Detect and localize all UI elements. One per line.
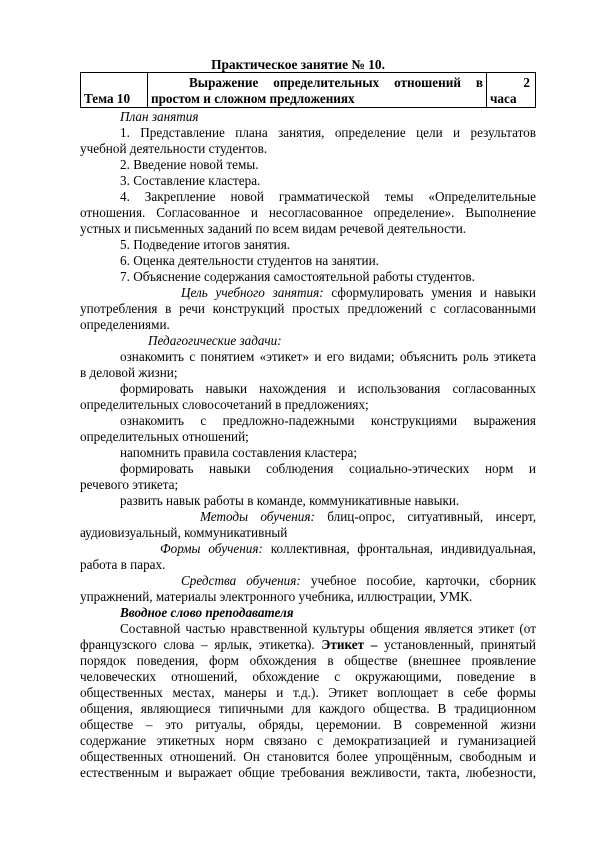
task-5a: формировать навыки соблюдения социально-этических норм и: [120, 461, 536, 476]
intro-line-6: общения, являющиеся типичными для каждого общества. В традиционном: [80, 701, 536, 716]
plan-item-6: 6. Оценка деятельности студентов на занятии.: [120, 253, 379, 268]
intro-line-5: общественных местах, манеры и т.д.). Этикет воплощает в себе формы: [80, 685, 536, 700]
intro-line-4: человеческих отношений, обхождение с окружающими, поведение в: [80, 669, 536, 684]
plan-item-4c: устных и письменных заданий по всем видам речевой деятельности.: [80, 221, 467, 236]
hours-number: 2: [523, 75, 530, 90]
topic-table: [80, 72, 536, 108]
hours-unit: часа: [490, 91, 517, 106]
goal-label: Цель учебного занятия:: [181, 285, 324, 300]
task-5b: речевого этикета;: [80, 477, 179, 492]
intro-line-2-rest: установленный, принятый: [377, 637, 536, 652]
means-text-b: упражнений, материалы электронного учебника, иллюстрации, УМК.: [80, 589, 473, 604]
intro-line-1: Составной частью нравственной культуры общения является этикет (от: [120, 621, 536, 636]
task-3a: ознакомить с предложно-падежными конструкциями выражения: [120, 413, 536, 428]
task-4: напомнить правила составления кластера;: [120, 445, 357, 460]
plan-item-1a: 1. Представление плана занятия, определение цели и результатов: [120, 125, 536, 140]
intro-line-9: общественных отношений. Он становится более упрощённым, свободным и: [80, 749, 536, 764]
task-6: развить навык работы в команде, коммуникативные навыки.: [120, 493, 460, 508]
tasks-heading: Педагогические задачи:: [148, 333, 282, 348]
plan-item-5: 5. Подведение итогов занятия.: [120, 237, 291, 252]
goal-line-a: [181, 285, 536, 301]
plan-item-3: 3. Составление кластера.: [120, 173, 261, 188]
intro-line-10: естественным и выражает общие требования вежливости, такта, любезности,: [80, 765, 536, 780]
methods-text-b: аудиовизуальный, коммуникативный: [80, 525, 288, 540]
task-2a: формировать навыки нахождения и использования согласованных: [120, 381, 536, 396]
forms-text-a: коллективная, фронтальная, индивидуальная,: [262, 541, 536, 556]
task-1a: ознакомить с понятием «этикет» и его видами; объяснить роль этикета: [120, 349, 536, 364]
topic-title-line1: Выражение определительных отношений в: [189, 75, 483, 90]
topic-title: [148, 73, 487, 108]
intro-line-3: порядок поведения, форм обхождения в обществе (внешнее проявление: [80, 653, 536, 668]
intro-line-2-text: французского слова – ярлык, этикетка).: [80, 637, 315, 652]
plan-item-7: 7. Объяснение содержания самостоятельной работы студентов.: [120, 269, 475, 284]
means-label: Средства обучения:: [181, 573, 301, 588]
goal-text-a: сформулировать умения и навыки: [323, 285, 536, 300]
plan-item-4b: отношения. Согласованное и несогласованное определение». Выполнение: [80, 205, 536, 220]
methods-text-a: блиц-опрос, ситуативный, инсерт,: [314, 509, 536, 524]
methods-line-a: [200, 509, 536, 525]
forms-text-b: работа в парах.: [80, 557, 166, 572]
means-line-a: [181, 573, 536, 589]
page-title: Практическое занятие № 10.: [211, 57, 385, 72]
intro-line-7: обществе – это ритуалы, обряды, церемонии. В современной жизни: [80, 717, 536, 732]
plan-item-4a: 4. Закрепление новой грамматической темы «Определительные: [120, 189, 536, 204]
forms-line-a: [160, 541, 536, 557]
hours-cell: [487, 73, 536, 108]
intro-line-2: [80, 637, 536, 653]
task-3b: определительных отношений;: [80, 429, 249, 444]
intro-heading: Вводное слово преподавателя: [120, 605, 294, 620]
intro-term-etiquette: Этикет –: [321, 637, 378, 652]
task-2b: определительных словосочетаний в предложениях;: [80, 397, 369, 412]
plan-item-2: 2. Введение новой темы.: [120, 157, 259, 172]
topic-label: Тема 10: [81, 73, 148, 108]
intro-line-8: содержание этикетных норм связано с демократизацией и гуманизацией: [80, 733, 536, 748]
plan-item-1b: учебной деятельности студентов.: [80, 141, 268, 156]
methods-label: Методы обучения:: [200, 509, 315, 524]
task-1b: в деловой жизни;: [80, 365, 178, 380]
forms-label: Формы обучения:: [160, 541, 263, 556]
goal-text-c: определениями.: [80, 317, 170, 332]
topic-title-line2: простом и сложном предложениях: [151, 91, 355, 106]
plan-heading: План занятия: [120, 109, 199, 124]
goal-text-b: употребления в речи конструкций простых предложений с согласованными: [80, 301, 536, 316]
means-text-a: учебное пособие, карточки, сборник: [300, 573, 536, 588]
